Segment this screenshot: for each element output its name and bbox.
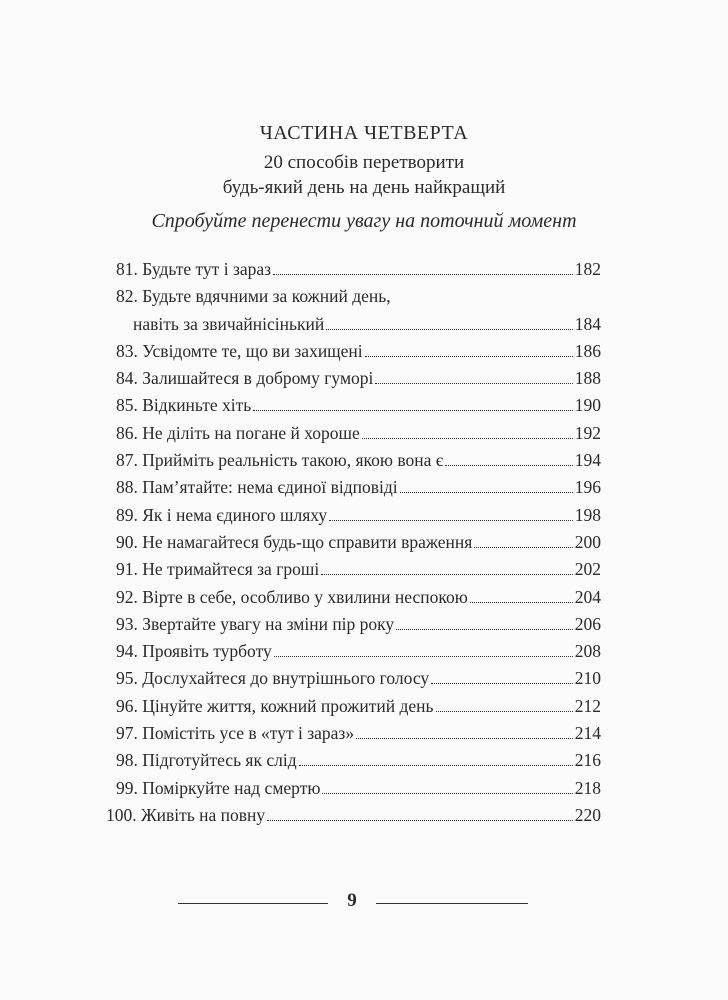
page-footer	[0, 888, 728, 918]
toc-leader-dots	[253, 409, 572, 411]
toc-entry	[106, 802, 601, 829]
part-title: ЧАСТИНА ЧЕТВЕРТА	[259, 122, 469, 144]
toc-entry-page: 218	[574, 777, 601, 798]
toc-entry	[116, 338, 601, 365]
toc-entry-page: 186	[574, 340, 601, 361]
toc-entry-title: 84. Залишайтеся в доброму гуморі	[116, 368, 374, 389]
toc-entry-page: 200	[574, 531, 601, 552]
toc-entry	[116, 283, 601, 310]
toc-entry-page: 202	[574, 559, 601, 580]
toc-leader-dots	[321, 573, 573, 575]
toc-entry	[116, 502, 601, 529]
toc-entry-page: 210	[574, 668, 601, 689]
toc-entry-page: 188	[574, 368, 601, 389]
toc-leader-dots	[365, 355, 573, 357]
toc-leader-dots	[375, 382, 572, 384]
toc-entry-title: 85. Відкиньте хіть	[116, 395, 252, 416]
toc-leader-dots	[267, 819, 573, 821]
toc-entry-page: 220	[574, 804, 601, 825]
part-subtitle-line-2: будь-який день на день найкращий	[222, 177, 506, 198]
toc-leader-dots	[273, 273, 573, 275]
toc-entry	[116, 720, 601, 747]
toc-entry	[116, 447, 601, 474]
toc-leader-dots	[299, 764, 573, 766]
toc-entry	[116, 365, 601, 392]
toc-entry-title: 89. Як і нема єдиного шляху	[116, 504, 328, 525]
footer-rule-left	[178, 903, 328, 904]
footer-rule-right	[376, 903, 528, 904]
toc-entry-title: 93. Звертайте увагу на зміни пір року	[116, 613, 395, 634]
toc-leader-dots	[322, 792, 572, 794]
toc-entry-page: 214	[574, 723, 601, 744]
toc-entry-title: навіть за звичайнісінький	[133, 313, 325, 334]
toc-entry	[116, 747, 601, 774]
toc-entry-title: 91. Не тримайтеся за гроші	[116, 559, 320, 580]
toc-leader-dots	[274, 655, 573, 657]
toc-entry-page: 212	[574, 695, 601, 716]
toc-entry-title: 94. Проявіть турботу	[116, 641, 272, 662]
toc-entry-page: 204	[574, 586, 601, 607]
toc-entry-title: 97. Помістіть усе в «тут і зараз»	[116, 723, 355, 744]
toc-leader-dots	[356, 737, 573, 739]
toc-entry	[116, 638, 601, 665]
toc-leader-dots	[400, 491, 573, 493]
toc-leader-dots	[362, 437, 573, 439]
toc-entry-page: 182	[574, 259, 601, 279]
toc-entry	[116, 392, 601, 419]
toc-entry-title: 99. Поміркуйте над смертю	[116, 777, 321, 798]
toc-leader-dots	[329, 519, 573, 521]
toc-entry-title: 82. Будьте вдячними за кожний день,	[116, 286, 391, 307]
toc-entry-page: 208	[574, 641, 601, 662]
toc-leader-dots	[470, 601, 573, 603]
part-subtitle-line-1: 20 способів перетворити	[263, 152, 465, 173]
toc-entry-page: 198	[574, 504, 601, 525]
toc-entry	[116, 775, 601, 802]
toc-entry-title: 98. Підготуйтесь як слід	[116, 750, 297, 771]
toc-leader-dots	[445, 464, 572, 466]
toc-entry	[116, 474, 601, 501]
toc-entry-page: 194	[574, 450, 601, 471]
toc-entry	[116, 256, 601, 283]
toc-entry-title: 87. Прийміть реальність такою, якою вона є	[116, 450, 444, 471]
toc-entry-continuation	[116, 311, 601, 338]
table-of-contents	[106, 256, 601, 829]
toc-entry-title: 88. Пам’ятайте: нема єдиної відповіді	[116, 477, 398, 498]
toc-leader-dots	[474, 546, 572, 548]
toc-entry	[116, 556, 601, 583]
toc-entry-title: 86. Не діліть на погане й хороше	[116, 422, 360, 443]
toc-entry-title: 92. Вірте в себе, особливо у хвилини неспокою	[116, 586, 468, 607]
toc-entry-page: 192	[574, 422, 601, 443]
toc-entry-title: 81. Будьте тут і зараз	[116, 259, 272, 279]
toc-entry	[116, 529, 601, 556]
toc-entry	[116, 420, 601, 447]
toc-entry	[116, 665, 601, 692]
section-heading: Спробуйте перенести увагу на поточний момент	[151, 210, 577, 232]
toc-entry-title: 90. Не намагайтеся будь-що справити враження	[116, 531, 473, 552]
toc-entry-page: 190	[574, 395, 601, 416]
toc-entry-title: 96. Цінуйте життя, кожний прожитий день	[116, 695, 434, 716]
toc-entry	[116, 611, 601, 638]
toc-entry-title: 83. Усвідомте те, що ви захищені	[116, 340, 363, 361]
page-number: 9	[347, 890, 357, 911]
toc-leader-dots	[436, 710, 573, 712]
toc-entry	[116, 693, 601, 720]
toc-entry-page: 196	[574, 477, 601, 498]
toc-leader-dots	[431, 682, 573, 684]
toc-leader-dots	[326, 328, 573, 330]
toc-entry	[116, 584, 601, 611]
toc-leader-dots	[396, 628, 573, 630]
toc-entry-title: 100. Живіть на повну	[106, 804, 266, 825]
toc-entry-page: 184	[574, 313, 601, 334]
toc-entry-page: 206	[574, 613, 601, 634]
toc-entry-page: 216	[574, 750, 601, 771]
toc-entry-title: 95. Дослухайтеся до внутрішнього голосу	[116, 668, 430, 689]
